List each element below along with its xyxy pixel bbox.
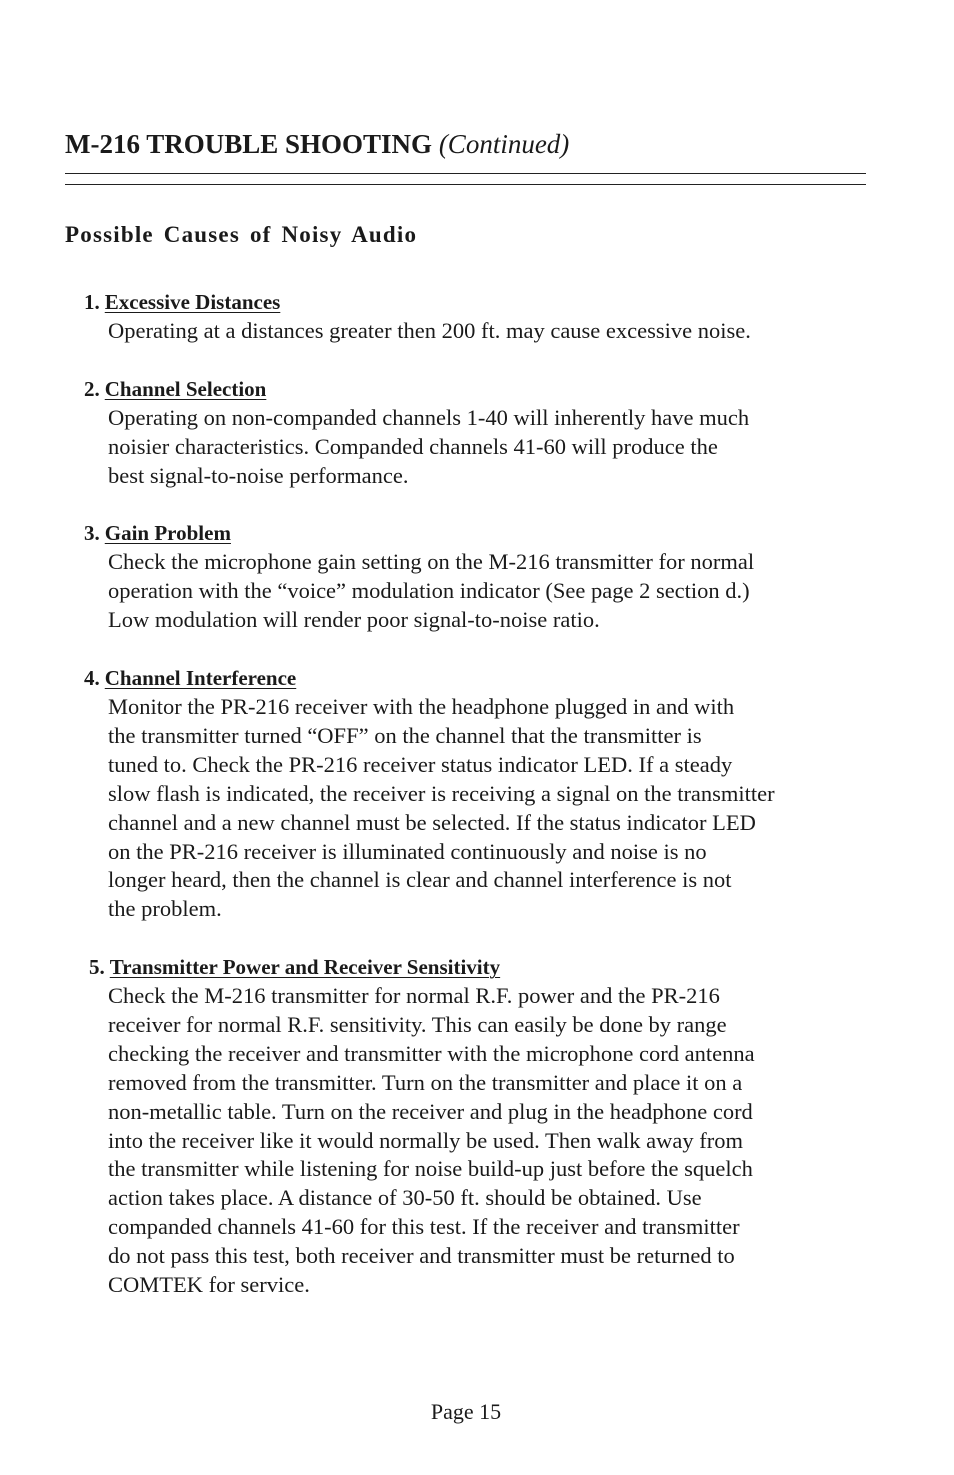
cause-line: Operating at a distances greater then 200 ft. may cause excessive noise. bbox=[108, 318, 751, 343]
cause-title: Channel Selection bbox=[104, 377, 267, 401]
cause-line: checking the receiver and transmitter with the microphone cord antenna bbox=[108, 1040, 755, 1066]
cause-title: Transmitter Power and Receiver Sensitivity bbox=[109, 955, 501, 979]
cause-title: Excessive Distances bbox=[104, 290, 281, 314]
cause-line: into the receiver like it would normally be used. Then walk away from bbox=[108, 1127, 744, 1153]
cause-line: Check the M-216 transmitter for normal R.F. power and the PR-216 bbox=[108, 983, 720, 1008]
cause-line: best signal-to-noise performance. bbox=[108, 462, 409, 488]
cause-description bbox=[108, 317, 878, 346]
cause-number: 3. bbox=[84, 521, 100, 545]
page-title-main: M-216 TROUBLE SHOOTING bbox=[65, 129, 433, 159]
cause-line: slow flash is indicated, the receiver is receiving a signal on the transmitter bbox=[108, 780, 775, 806]
cause-heading bbox=[84, 288, 884, 317]
header-rule-bottom bbox=[65, 184, 866, 185]
cause-number: 4. bbox=[84, 666, 100, 690]
cause-line: longer heard, then the channel is clear and channel interference is not bbox=[108, 867, 732, 893]
cause-description bbox=[108, 982, 878, 1300]
cause-heading bbox=[84, 519, 884, 548]
cause-item-channel-selection bbox=[84, 375, 884, 491]
cause-line: Low modulation will render poor signal-to-noise ratio. bbox=[108, 606, 600, 632]
cause-line: Monitor the PR-216 receiver with the headphone plugged in and with bbox=[108, 694, 735, 719]
cause-line: COMTEK for service. bbox=[108, 1272, 310, 1298]
cause-line: action takes place. A distance of 30-50 ft. should be obtained. Use bbox=[108, 1185, 702, 1211]
cause-line: Operating on non-companded channels 1-40 will inherently have much bbox=[108, 405, 750, 430]
cause-line: operation with the “voice” modulation indicator (See page 2 section d.) bbox=[108, 577, 750, 603]
page-number: Page 15 bbox=[430, 1399, 502, 1424]
cause-line: non-metallic table. Turn on the receiver and plug in the headphone cord bbox=[108, 1098, 753, 1124]
cause-line: do not pass this test, both receiver and transmitter must be returned to bbox=[108, 1243, 735, 1269]
cause-line: channel and a new channel must be selected. If the status indicator LED bbox=[108, 809, 756, 835]
cause-item-gain-problem bbox=[84, 519, 884, 635]
cause-item-channel-interference bbox=[84, 664, 884, 924]
cause-number: 5. bbox=[89, 955, 105, 979]
page-title bbox=[65, 124, 866, 164]
cause-line: companded channels 41-60 for this test. If the receiver and transmitter bbox=[108, 1214, 740, 1240]
cause-title: Channel Interference bbox=[104, 666, 297, 690]
cause-heading bbox=[84, 664, 884, 693]
cause-line: Check the microphone gain setting on the M-216 transmitter for normal bbox=[108, 549, 755, 574]
cause-line: the transmitter turned “OFF” on the channel that the transmitter is bbox=[108, 722, 702, 748]
cause-number: 1. bbox=[84, 290, 100, 314]
page-title-continued: (Continued) bbox=[438, 129, 570, 159]
cause-item-transmitter-power bbox=[84, 953, 884, 1300]
cause-title: Gain Problem bbox=[104, 521, 231, 545]
header-rule-top bbox=[65, 173, 866, 174]
cause-line: on the PR-216 receiver is illuminated continuously and noise is no bbox=[108, 838, 707, 864]
cause-line: removed from the transmitter. Turn on the transmitter and place it on a bbox=[108, 1069, 743, 1095]
cause-description bbox=[108, 548, 878, 635]
cause-line: receiver for normal R.F. sensitivity. This can easily be done by range bbox=[108, 1011, 727, 1037]
cause-description bbox=[108, 693, 878, 924]
section-heading: Possible Causes of Noisy Audio bbox=[65, 222, 418, 247]
cause-line: the problem. bbox=[108, 896, 222, 922]
cause-line: noisier characteristics. Companded channels 41-60 will produce the bbox=[108, 433, 718, 459]
cause-heading bbox=[84, 375, 884, 404]
cause-line: the transmitter while listening for noise build-up just before the squelch bbox=[108, 1156, 753, 1182]
cause-line: tuned to. Check the PR-216 receiver status indicator LED. If a steady bbox=[108, 751, 733, 777]
cause-description bbox=[108, 404, 878, 491]
cause-heading bbox=[89, 953, 884, 982]
cause-item-excessive-distances bbox=[84, 288, 884, 346]
cause-number: 2. bbox=[84, 377, 100, 401]
